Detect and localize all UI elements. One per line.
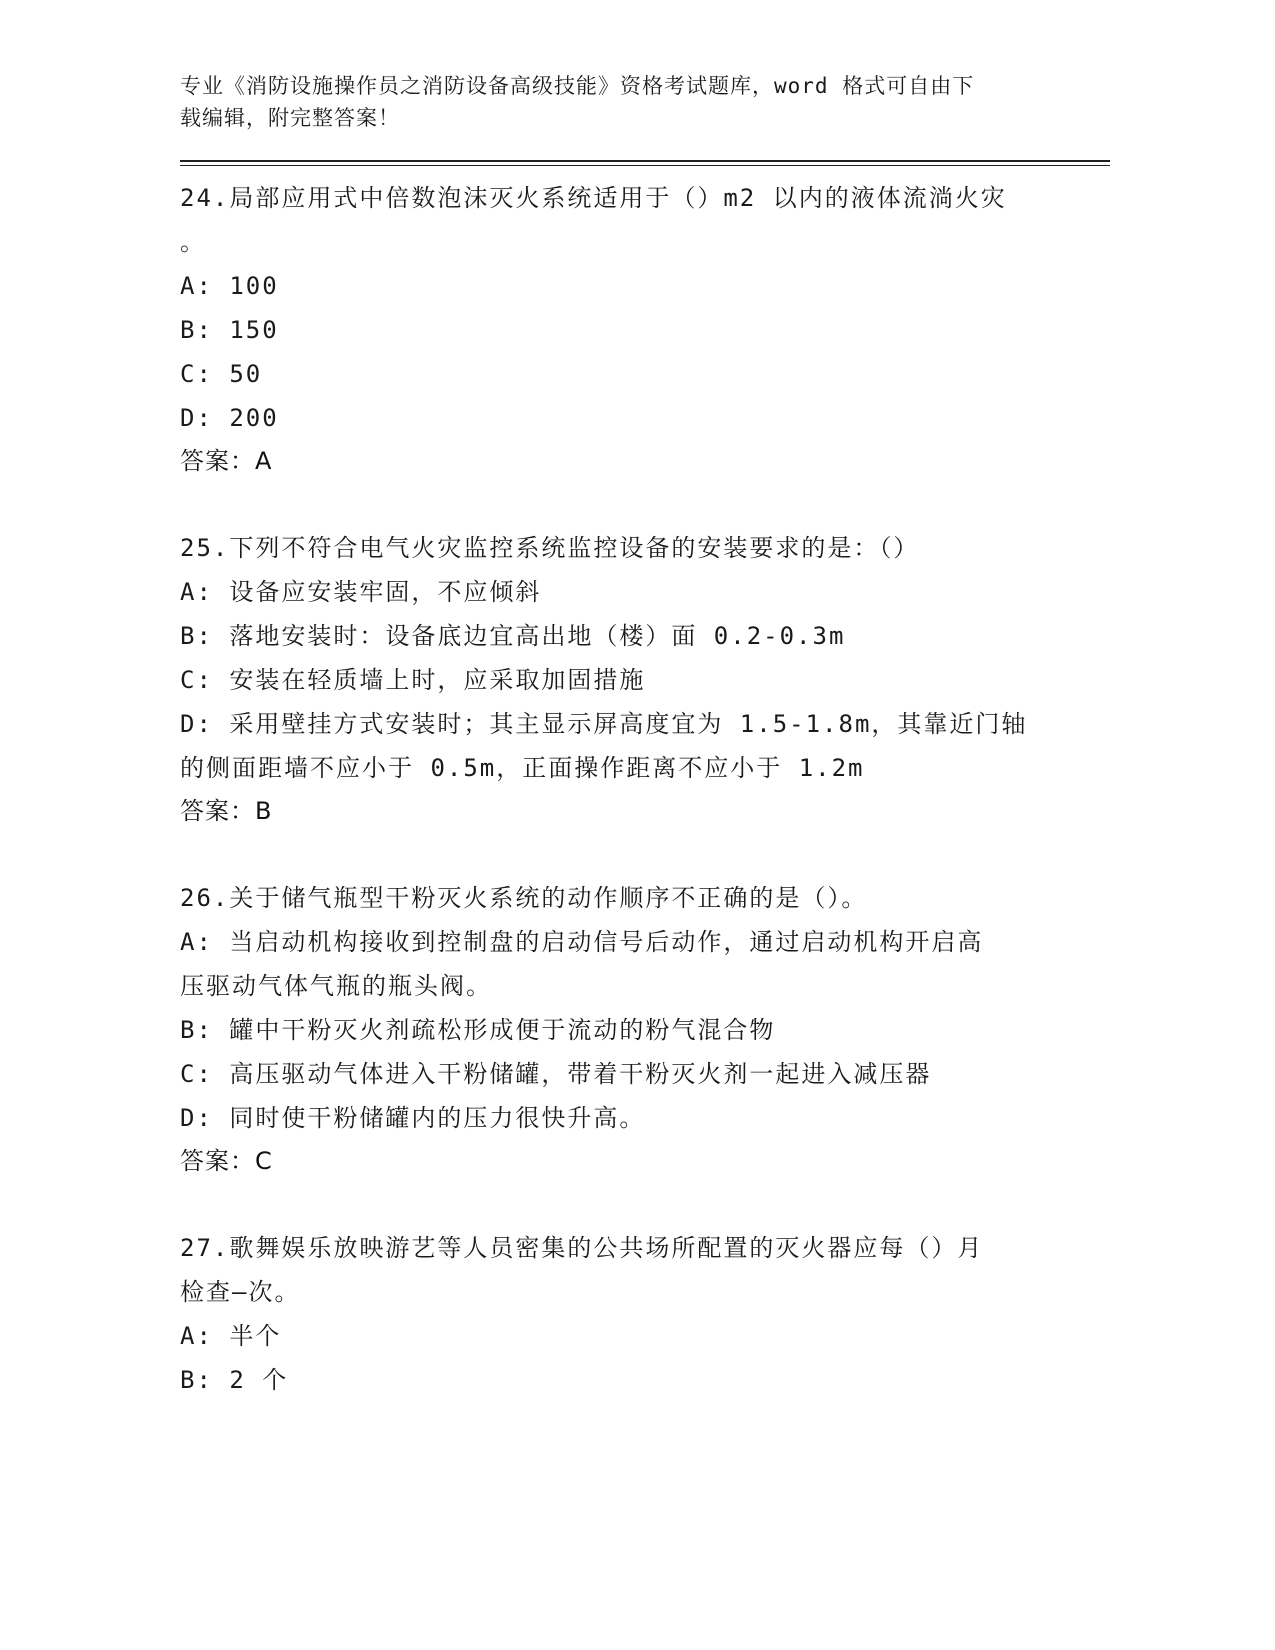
question-stem: 25.下列不符合电气火灾监控系统监控设备的安装要求的是：（） [180, 534, 920, 562]
option-b: B: 落地安装时：设备底边宜高出地（楼）面 0.2-0.3m [180, 622, 846, 650]
question-stem: 24.局部应用式中倍数泡沫灭火系统适用于（）m2 以内的液体流淌火灾 [180, 184, 1007, 212]
option-a: A: 100 [180, 272, 279, 300]
question-stem: 检查—次。 [180, 1278, 301, 1306]
option-c: C: 安装在轻质墙上时，应采取加固措施 [180, 666, 646, 694]
answer-text: 答案：C [180, 1147, 273, 1175]
option-a: A: 半个 [180, 1322, 282, 1350]
option-a: A: 设备应安装牢固，不应倾斜 [180, 578, 542, 606]
option-c: C: 50 [180, 360, 263, 388]
option-b: B: 罐中干粉灭火剂疏松形成便于流动的粉气混合物 [180, 1016, 776, 1044]
question-25 [180, 526, 1050, 832]
header-line-2: 载编辑，附完整答案！ [180, 106, 400, 130]
option-d-continued: 的侧面距墙不应小于 0.5m，正面操作距离不应小于 1.2m [180, 754, 865, 782]
option-d: D: 200 [180, 404, 279, 432]
question-26 [180, 876, 1050, 1182]
question-stem: 26.关于储气瓶型干粉灭火系统的动作顺序不正确的是（）。 [180, 884, 868, 912]
option-a: A: 当启动机构接收到控制盘的启动信号后动作，通过启动机构开启高 [180, 928, 984, 956]
document-header [180, 70, 1060, 134]
question-24 [180, 176, 1050, 482]
option-a-continued: 压驱动气体气瓶的瓶头阀。 [180, 972, 492, 1000]
option-d: D: 同时使干粉储罐内的压力很快升高。 [180, 1104, 646, 1132]
document-page [180, 70, 1110, 1446]
question-stem: 27.歌舞娱乐放映游艺等人员密集的公共场所配置的灭火器应每（）月 [180, 1234, 984, 1262]
option-c: C: 高压驱动气体进入干粉储罐，带着干粉灭火剂一起进入减压器 [180, 1060, 932, 1088]
option-d: D: 采用壁挂方式安装时；其主显示屏高度宜为 1.5-1.8m，其靠近门轴 [180, 710, 1028, 738]
question-list [180, 176, 1050, 1402]
header-line-1: 专业《消防设施操作员之消防设备高级技能》资格考试题库，word 格式可自由下 [180, 74, 975, 98]
answer-text: 答案：B [180, 797, 273, 825]
question-stem: 。 [180, 228, 206, 256]
answer-text: 答案：A [180, 447, 273, 475]
option-b: B: 150 [180, 316, 279, 344]
question-27 [180, 1226, 1050, 1402]
header-divider [180, 160, 1110, 166]
option-b: B: 2 个 [180, 1366, 289, 1394]
